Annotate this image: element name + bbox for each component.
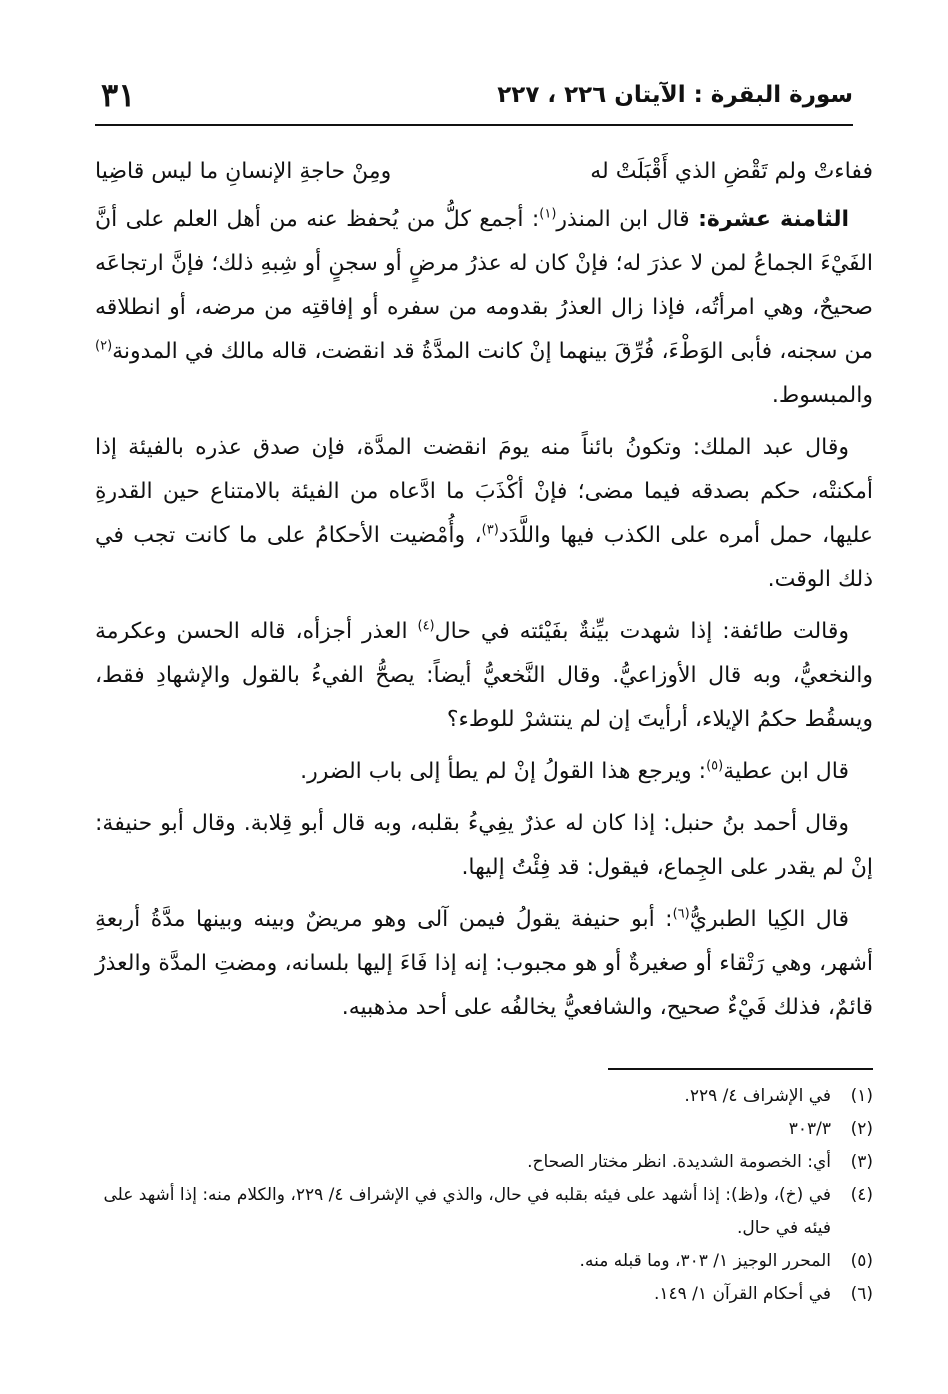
paragraph-text: قال ابن عطية <box>723 759 849 784</box>
verse-left-hemistich: ومِنْ حاجةِ الإنسانِ ما ليس قاضِيا <box>95 159 392 184</box>
footnote <box>95 1146 873 1179</box>
paragraph-text: والمبسوط. <box>771 383 873 408</box>
paragraph <box>95 898 873 1030</box>
verse-right-hemistich: ففاءتْ ولم تَقْضِ الذي أَقْبَلَتْ له <box>590 159 873 184</box>
footnote-text: أي: الخصومة الشديدة. انظر مختار الصحاح. <box>527 1152 831 1172</box>
paragraph <box>95 802 873 890</box>
footnotes <box>95 1080 873 1311</box>
footnote-number: (٤) <box>850 1185 873 1205</box>
footnote-number: (٦) <box>850 1284 873 1304</box>
paragraph <box>95 426 873 602</box>
footnote-number: (٣) <box>850 1152 873 1172</box>
page-header <box>95 78 853 126</box>
paragraph-text: العذر أجزأه، قاله الحسن وعكرمة والنخعيُّ، وبه قال الأوزاعيُّ. وقال النَّخعيُّ أيضاً: يصحُّ الفيءُ بالقول والإشهادِ فقط، ويسقُط حكمُ الإيلاء، أرأيتَ إن لم ينتشرْ للوطء؟ <box>95 619 873 732</box>
footnote-text: في أحكام القرآن ١/ ١٤٩. <box>653 1284 831 1304</box>
paragraph-text: : أجمع كلُّ من يُحفظ عنه من أهل العلم على أنَّ الفَيْءَ الجماعُ لمن لا عذرَ له؛ فإنْ كان له عذرُ مرضٍ أو سجنٍ أو شِبهِ ذلك؛ فإنَّ ارتجاعَه صحيحٌ، وهي امرأتُه، فإذا زال العذرُ بقدومه من سفره أو إفاقتِه من مرضه، أو انطلاقه من سجنه، فأبى الوَطْءَ، فُرِّقَ بينهما إنْ كانت المدَّةُ قد انقضت، قاله مالك في المدونة <box>95 207 873 364</box>
footnote-text: في الإشراف ٤/ ٢٢٩. <box>684 1086 831 1106</box>
footnote-ref[interactable]: (١) <box>539 206 557 222</box>
footnote-text: في (خ)، و(ظ): إذا أشهد على فيئه بقلبه في حال، والذي في الإشراف ٤/ ٢٢٩، والكلام منه: إذا أشهد على فيئه في حال. <box>103 1185 831 1238</box>
footnote-ref[interactable]: (٢) <box>95 338 113 354</box>
paragraph-text: قال الكِيا الطبريُّ <box>689 907 850 932</box>
footnote-ref[interactable]: (٣) <box>481 522 499 538</box>
footnote-number: (٥) <box>850 1251 873 1271</box>
paragraph <box>95 610 873 742</box>
paragraph-text: : أبو حنيفة يقولُ فيمن آلى وهو مريضٌ وبينه وبينها مدَّةُ أربعةِ أشهر، وهي رَتْقاء أو صغيرةٌ أو هو مجبوب: إنه إذا فَاءَ إليها بلسانه، ومضتِ المدَّة والعذرُ قائمٌ، فذلك فَيْءٌ صحيح، والشافعيُّ يخالفُه على أحد مذهبيه. <box>95 907 873 1020</box>
running-title: سورة البقرة : الآيتان ٢٢٦ ، ٢٢٧ <box>497 82 853 108</box>
footnote-divider <box>608 1068 873 1070</box>
paragraph <box>95 198 873 418</box>
footnote-text: ٣٠٣/٣ <box>788 1119 831 1139</box>
footnote-text: المحرر الوجيز ١/ ٣٠٣، وما قبله منه. <box>579 1251 831 1271</box>
footnote-ref[interactable]: (٥) <box>706 758 724 774</box>
paragraph-text: : ويرجع هذا القولُ إنْ لم يطأ إلى باب الضرر. <box>300 759 707 784</box>
paragraph <box>95 750 873 794</box>
footnote-number: (٢) <box>850 1119 873 1139</box>
footnote <box>95 1245 873 1278</box>
page-number: ٣١ <box>101 76 136 114</box>
poetry-verse <box>95 150 873 194</box>
footnote <box>95 1113 873 1146</box>
footnote-ref[interactable]: (٦) <box>672 906 690 922</box>
paragraph-text: وقال عبد الملك: وتكونُ بائناً منه يومَ انقضت المدَّة، فإن صدق عذره بالفيئة إذا أمكنتْه، حكم بصدقه فيما مضى؛ فإنْ أكْذَبَ ما ادَّعاه من الفيئة بالامتناع حين القدرةِ عليها، حمل أمره على الكذب فيها واللَّدَد <box>95 435 873 548</box>
main-text <box>95 150 873 1038</box>
footnote-number: (١) <box>850 1086 873 1106</box>
footnote-ref[interactable]: (٤) <box>417 618 435 634</box>
paragraph-text: ، وأُمْضيت الأحكامُ على ما كانت تجب في ذلك الوقت. <box>95 523 873 592</box>
paragraph-text: وقال أحمد بنُ حنبل: إذا كان له عذرٌ يفِيءُ بقلبه، وبه قال أبو قِلابة. وقال أبو حنيفة: إنْ لم يقدر على الجِماع، فيقول: قد فِئْتُ إليها. <box>95 811 873 880</box>
paragraph-text: وقالت طائفة: إذا شهدت بيِّنةٌ بفَيْئته في حال <box>434 619 849 644</box>
footnote <box>95 1179 873 1245</box>
footnote <box>95 1080 873 1113</box>
footnote <box>95 1278 873 1311</box>
paragraph-text: قال ابن المنذر <box>556 207 699 232</box>
section-heading: الثامنة عشرة: <box>698 207 850 232</box>
